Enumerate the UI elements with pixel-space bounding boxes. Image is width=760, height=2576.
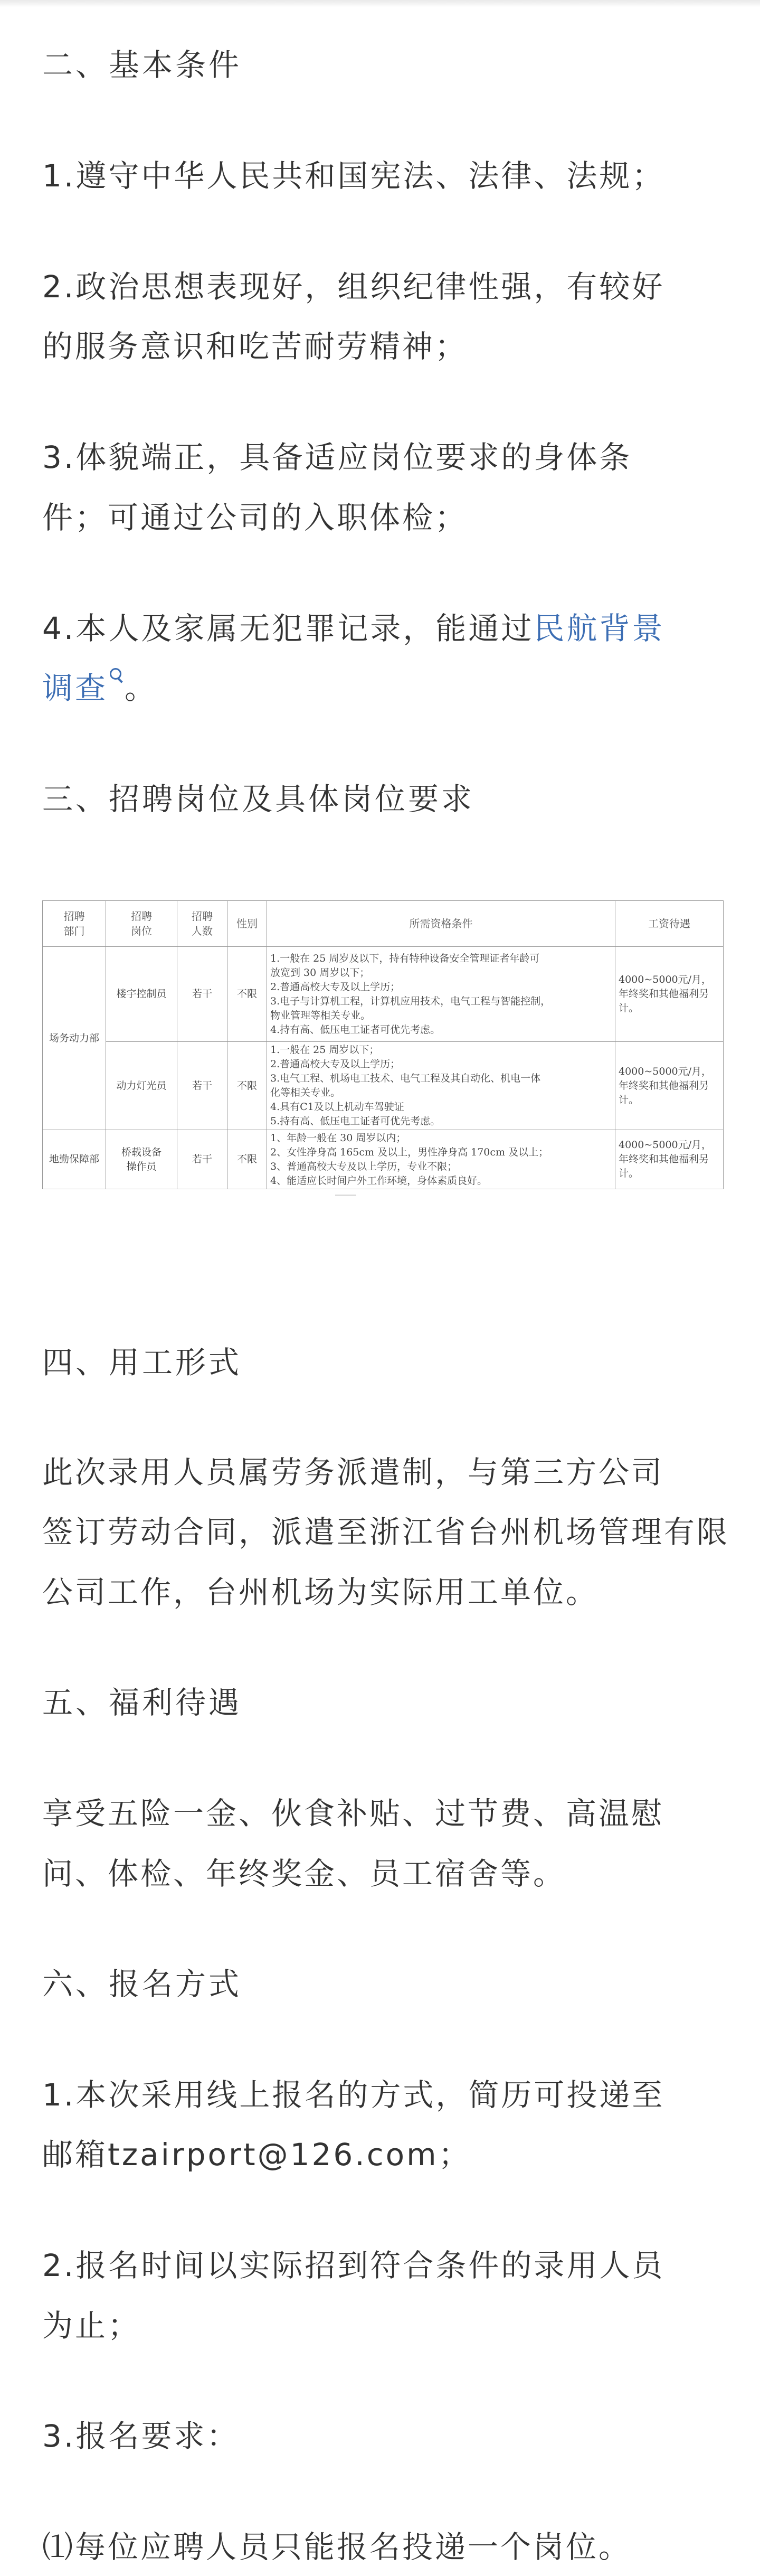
cell-post: 楼宇控制员: [106, 947, 177, 1042]
header-post: 招聘 岗位: [106, 901, 177, 947]
requirement-line: 4.具有C1及以上机动车驾驶证: [270, 1101, 404, 1113]
cell-requirements: [267, 947, 615, 1042]
apply-item-2-line-1: 2.报名时间以实际招到符合条件的录用人员: [42, 2248, 665, 2283]
cell-count: 若干: [177, 947, 227, 1042]
section-heading-basic: 二、基本条件: [42, 47, 242, 83]
search-icon[interactable]: [109, 667, 125, 685]
cell-gender: 不限: [227, 947, 267, 1042]
basic-item-4-text: 4.本人及家属无犯罪记录，能通过: [42, 610, 534, 646]
apply-item-3: 3.报名要求：: [42, 2418, 240, 2454]
requirement-line: 2、女性净身高 165cm 及以上，男性净身高 170cm 及以上；: [270, 1146, 549, 1158]
background-check-link[interactable]: 调查: [42, 670, 108, 706]
positions-table-image: [42, 900, 723, 1188]
cell-dept: 地勤保障部: [43, 1130, 106, 1189]
cell-gender: 不限: [227, 1130, 267, 1189]
requirement-line: 1.一般在 25 周岁及以下，持有特种设备安全管理证者年龄可: [270, 952, 540, 964]
apply-item-2-line-2: 为止；: [42, 2308, 141, 2344]
requirement-line: 2.普通高校大专及以上学历；: [270, 981, 401, 993]
apply-item-3-sub-1: ⑴每位应聘人员只能报名投递一个岗位。: [42, 2529, 632, 2565]
cell-requirements: [267, 1042, 615, 1130]
header-dept: 招聘 部门: [43, 901, 106, 947]
employment-line-3: 公司工作，台州机场为实际用工单位。: [42, 1574, 599, 1610]
requirement-line: 3.电气工程、机场电工技术、电气工程及其自动化、机电一体: [270, 1073, 541, 1084]
requirement-line: 4、能适应长时间户外工作环境，身体素质良好。: [270, 1174, 488, 1187]
header-requirements: 所需资格条件: [267, 901, 615, 947]
positions-table: [42, 900, 724, 1189]
image-divider: [335, 1195, 356, 1196]
apply-item-1-line-2: 邮箱tzairport@126.com；: [42, 2137, 471, 2173]
basic-item-4-end: 。: [125, 670, 158, 706]
requirement-line: 3.电子与计算机工程，计算机应用技术，电气工程与智能控制，: [270, 995, 551, 1007]
apply-item-1-line-1: 1.本次采用线上报名的方式，简历可投递至: [42, 2077, 665, 2113]
requirement-line: 2.普通高校大专及以上学历；: [270, 1058, 401, 1070]
employment-line-2: 签订劳动合同，派遣至浙江省台州机场管理有限: [42, 1514, 730, 1550]
requirement-line: 物业管理等相关专业。: [270, 1009, 371, 1021]
header-gender: 性别: [227, 901, 267, 947]
basic-item-4-line-2: [42, 663, 723, 713]
civil-aviation-background-link[interactable]: 民航背景: [534, 610, 665, 646]
cell-salary: 4000~5000元/月，年终奖和其他福利另计。: [615, 1042, 724, 1130]
cell-requirements: [267, 1130, 615, 1189]
section-heading-positions: 三、招聘岗位及具体岗位要求: [42, 781, 475, 817]
basic-item-3-line-2: 件；可通过公司的入职体检；: [42, 500, 468, 535]
table-row: [43, 947, 724, 1042]
cell-post: 动力灯光员: [106, 1042, 177, 1130]
header-salary: 工资待遇: [615, 901, 724, 947]
basic-item-4-line-1: [42, 603, 723, 654]
section-heading-employment: 四、用工形式: [42, 1345, 242, 1380]
table-row: [43, 1130, 724, 1189]
cell-salary: 4000~5000元/月，年终奖和其他福利另计。: [615, 947, 724, 1042]
section-heading-welfare: 五、福利待遇: [42, 1685, 242, 1721]
requirement-line: 5.持有高、低压电工证者可优先考虑。: [270, 1115, 441, 1127]
requirement-line: 1、年龄一般在 30 周岁以内；: [270, 1132, 406, 1144]
requirement-line: 化等相关专业。: [270, 1087, 341, 1098]
requirement-line: 放宽到 30 周岁以下；: [270, 966, 370, 979]
top-fade-divider: [0, 0, 760, 7]
basic-item-3-line-1: 3.体貌端正，具备适应岗位要求的身体条: [42, 439, 632, 475]
cell-salary: 4000~5000元/月，年终奖和其他福利另计。: [615, 1130, 724, 1189]
welfare-line-2: 问、体检、年终奖金、员工宿舍等。: [42, 1856, 566, 1892]
welfare-line-1: 享受五险一金、伙食补贴、过节费、高温慰: [42, 1795, 664, 1831]
cell-dept: 场务动力部: [43, 947, 106, 1130]
basic-item-2-line-1: 2.政治思想表现好，组织纪律性强，有较好: [42, 269, 665, 305]
requirement-line: 1.一般在 25 周岁以下；: [270, 1044, 379, 1056]
requirement-line: 3、普通高校大专及以上学历，专业不限；: [270, 1160, 458, 1172]
cell-gender: 不限: [227, 1042, 267, 1130]
table-header-row: [43, 901, 724, 947]
header-count: 招聘 人数: [177, 901, 227, 947]
cell-count: 若干: [177, 1042, 227, 1130]
requirement-line: 4.持有高、低压电工证者可优先考虑。: [270, 1023, 441, 1036]
employment-line-1: 此次录用人员属劳务派遣制，与第三方公司: [42, 1454, 664, 1490]
basic-item-2-line-2: 的服务意识和吃苦耐劳精神；: [42, 328, 468, 364]
table-row: [43, 1042, 724, 1130]
basic-item-1: 1.遵守中华人民共和国宪法、法律、法规；: [42, 158, 665, 194]
cell-count: 若干: [177, 1130, 227, 1189]
section-heading-apply: 六、报名方式: [42, 1966, 242, 2002]
cell-post: 桥载设备 操作员: [106, 1130, 177, 1189]
